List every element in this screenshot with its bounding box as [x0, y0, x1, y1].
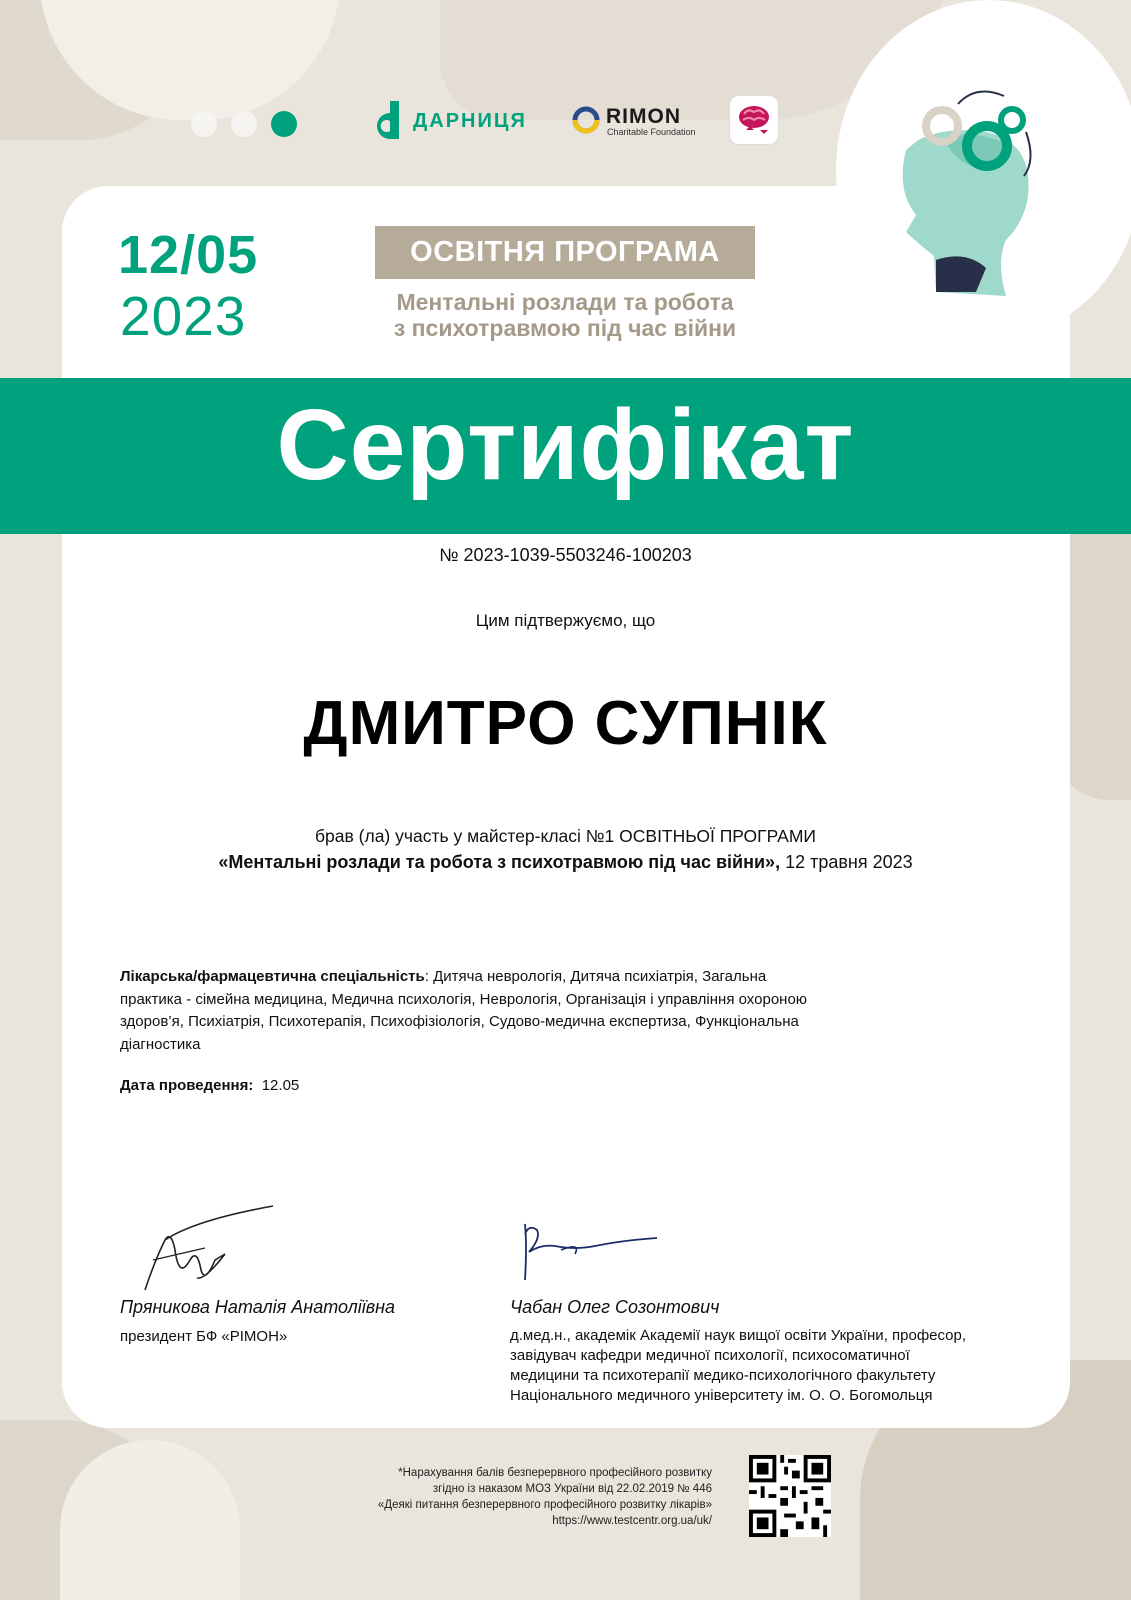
header-dot — [231, 111, 257, 137]
program-title: «Ментальні розлади та робота з психотравмою під час війни», — [218, 852, 781, 872]
certificate-number: № 2023-1039-5503246-100203 — [439, 545, 692, 565]
darnytsia-logo-text: ДАРНИЦЯ — [413, 110, 527, 132]
certificate-title: Сертифікат — [276, 389, 855, 501]
brain-logo-icon — [730, 96, 778, 144]
footnote-line-2: згідно із наказом МОЗ України від 22.02.2019 № 446 — [432, 1483, 712, 1495]
event-date-row — [120, 1077, 299, 1094]
program-date: 12 травня 2023 — [780, 852, 913, 872]
date-day-month: 12/05 — [118, 225, 259, 285]
signer-2-name: Чабан Олег Созонтович — [510, 1297, 720, 1317]
bg-shape-bottom-left-2 — [60, 1440, 240, 1600]
program-subtitle-line-2: з психотравмою під час війни — [393, 315, 737, 341]
signer-1-role: президент БФ «РІМОН» — [120, 1328, 288, 1345]
program-subtitle-line-1: Ментальні розлади та робота — [396, 289, 734, 315]
signature-2-image — [515, 1216, 665, 1296]
specialty-block — [120, 966, 825, 1056]
footnote — [250, 1465, 712, 1529]
signature-1-image — [135, 1200, 275, 1300]
header-dot — [191, 111, 217, 137]
footnote-line-3: «Деякі питання безперервного професійного розвитку лікарів» — [377, 1499, 712, 1511]
participation-text: брав (ла) участь у майстер-класі №1 ОСВІТНЬОЇ ПРОГРАМИ — [315, 826, 816, 846]
footnote-url[interactable]: https://www.testcentr.org.ua/uk/ — [552, 1515, 712, 1527]
darnytsia-logo-icon — [370, 101, 406, 139]
specialty-value: : Дитяча неврологія, Дитяча психіатрія, Загальна практика - сімейна медицина, Медична психологія, Неврологія, Організація і управління охороною здоров’я, Психіатрія, Психотерапія, Психофізіологія, Судово-медична експертиза, Функціональна діагностика — [120, 968, 808, 1053]
confirm-text: Цим підтвержуємо, що — [475, 611, 656, 630]
rimon-logo-icon — [572, 106, 600, 134]
header-dot — [271, 111, 297, 137]
footnote-line-1: *Нарахування балів безперервного професійного розвитку — [398, 1467, 712, 1479]
event-date-value: 12.05 — [261, 1077, 300, 1094]
recipient-name: ДМИТРО СУПНІК — [303, 689, 828, 758]
program-line — [0, 852, 1131, 873]
head-with-gears-icon — [836, 0, 1131, 340]
qr-code-icon[interactable] — [749, 1455, 831, 1537]
date-year: 2023 — [120, 285, 247, 347]
signer-2-role-line-2: завідувач кафедри медичної психології, психосоматичної — [510, 1347, 910, 1364]
program-badge: ОСВІТНЯ ПРОГРАМА — [375, 226, 755, 279]
illustration-circle — [836, 0, 1131, 340]
event-date-label: Дата проведення: — [120, 1077, 254, 1094]
signer-2-role-line-1: д.мед.н., академік Академії наук вищої освіти України, професор, — [510, 1327, 967, 1344]
signer-1-name: Пряникова Наталія Анатоліївна — [120, 1297, 396, 1317]
specialty-label: Лікарська/фармацевтична спеціальність — [120, 968, 425, 985]
rimon-logo-text: RIMON — [606, 105, 681, 128]
signer-2-role-line-4: Національного медичного університету ім. О. О. Богомольця — [510, 1387, 933, 1404]
signer-2-role-line-3: медицини та психотерапії медико-психологічного факультету — [510, 1367, 936, 1384]
rimon-logo-subtitle: Charitable Foundation — [607, 127, 696, 137]
